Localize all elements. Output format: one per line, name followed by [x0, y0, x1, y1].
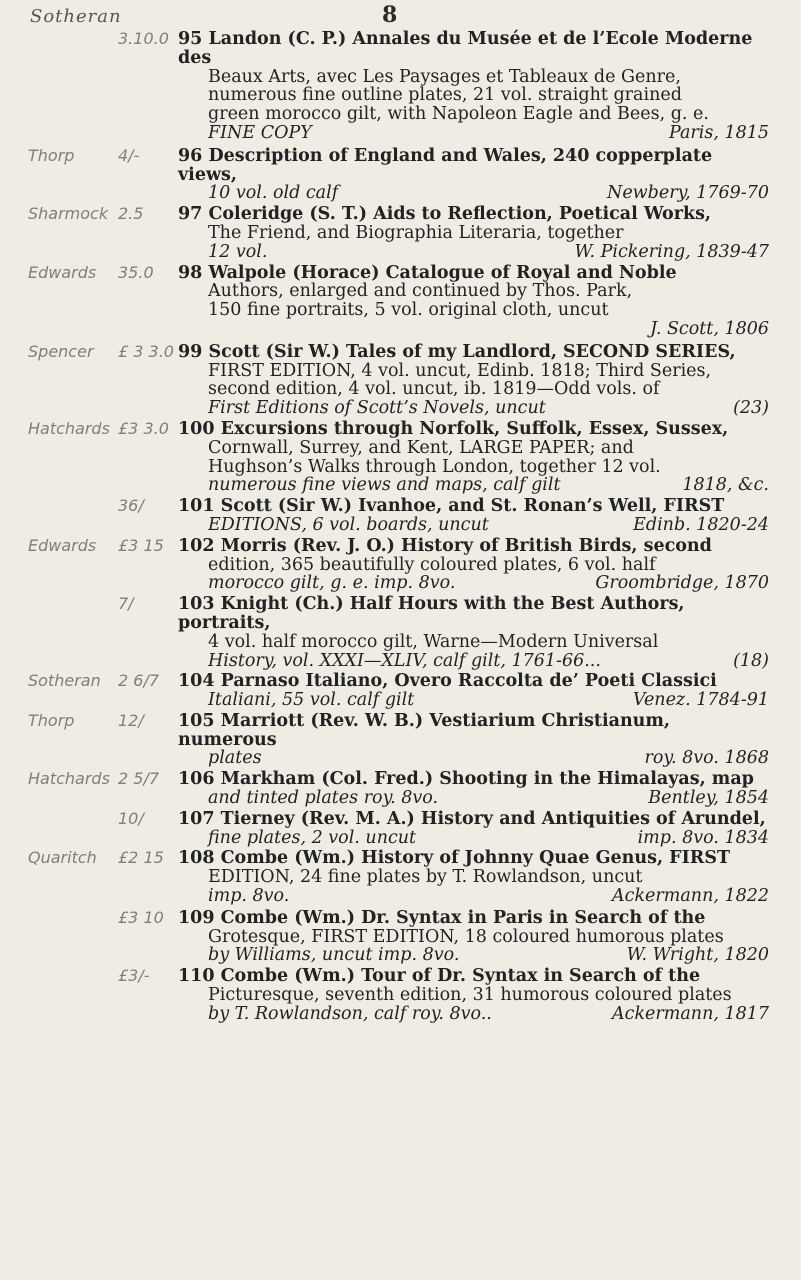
lot-imprint	[208, 946, 769, 965]
lot-description-line: 4 vol. half morocco gilt, Warne—Modern Universal	[208, 631, 659, 652]
lot-title-line	[178, 909, 769, 928]
imprint-format: by T. Rowlandson, calf roy. 8vo..	[208, 1003, 492, 1024]
imprint-publisher: Paris, 1815	[668, 122, 769, 143]
price-annotation: £ 3 3.0	[118, 341, 174, 361]
imprint-format: morocco gilt, g. e. imp. 8vo.	[208, 573, 456, 594]
lot-entry	[0, 147, 801, 203]
lot-number: 95	[178, 29, 209, 49]
imprint-publisher: (23)	[733, 398, 769, 419]
lot-number: 101	[178, 496, 221, 517]
imprint-publisher: W. Pickering, 1839-47	[574, 241, 769, 262]
imprint-format: imp. 8vo.	[208, 886, 290, 907]
price-annotation: 10/	[118, 808, 144, 828]
lot-description-line: Cornwall, Surrey, and Kent, LARGE PAPER; and	[208, 437, 634, 458]
lot-imprint	[208, 691, 769, 710]
imprint-format: History, vol. XXXI—XLIV, calf gilt, 1761-66...	[208, 650, 601, 671]
lot-description-line: 150 fine portraits, 5 vol. original cloth, uncut	[208, 300, 609, 321]
price-annotation: 12/	[118, 710, 144, 730]
lot-entry	[0, 205, 801, 261]
lot-imprint	[208, 124, 769, 143]
lot-number: 99	[178, 341, 209, 362]
lot-description-line: Beaux Arts, avec Les Paysages et Tableaux de Genre,	[208, 66, 681, 87]
price-annotation: £3 15	[118, 535, 164, 555]
lot-imprint	[208, 789, 769, 808]
lot-description: Excursions through Norfolk, Suffolk, Essex, Sussex,	[220, 418, 729, 439]
lot-description-line: The Friend, and Biographia Literaria, together	[208, 222, 624, 243]
buyer-annotation: Hatchards	[28, 418, 110, 438]
price-annotation: £3/-	[118, 966, 150, 986]
lot-imprint	[208, 749, 769, 768]
lot-description: Coleridge (S. T.) Aids to Reflection, Poetical Works,	[208, 204, 712, 225]
lot-description-line: numerous fine outline plates, 21 vol. straight grained	[208, 85, 682, 106]
buyer-annotation: Hatchards	[28, 769, 110, 789]
lot-imprint	[208, 829, 769, 848]
lot-entry	[0, 810, 801, 848]
lot-entry	[0, 967, 801, 1023]
lot-description: Knight (Ch.) Half Hours with the Best Authors, portraits,	[178, 594, 685, 633]
lot-description-line: Grotesque, FIRST EDITION, 18 coloured humorous plates	[208, 926, 724, 947]
imprint-publisher: imp. 8vo. 1834	[637, 827, 769, 848]
lot-description-line: Picturesque, seventh edition, 31 humorous coloured plates	[208, 985, 732, 1006]
lot-entry	[0, 909, 801, 965]
page-number: 8	[382, 2, 398, 28]
price-annotation: 2 6/7	[118, 671, 160, 691]
lot-number: 97	[178, 204, 209, 225]
lot-entry	[0, 537, 801, 593]
lot-description: Markham (Col. Fred.) Shooting in the Himalayas, map	[220, 769, 754, 790]
lot-number: 109	[178, 907, 221, 928]
lot-entry	[0, 420, 801, 495]
imprint-publisher: 1818, &c.	[682, 475, 769, 496]
buyer-annotation: Sharmock	[28, 204, 109, 224]
lot-number: 96	[178, 145, 209, 166]
lot-entry	[0, 672, 801, 710]
lot-title-line	[178, 537, 769, 556]
imprint-publisher: Groombridge, 1870	[595, 573, 769, 594]
lot-title-line	[178, 343, 769, 362]
lot-imprint	[208, 652, 769, 671]
price-annotation: 35.0	[118, 262, 154, 282]
imprint-publisher: J. Scott, 1806	[650, 318, 769, 339]
lot-title-line	[178, 147, 769, 185]
price-annotation: 4/-	[118, 145, 140, 165]
price-annotation: 2 5/7	[118, 769, 160, 789]
lot-title-line	[178, 672, 769, 691]
lot-number: 108	[178, 848, 221, 869]
imprint-format: plates	[208, 748, 262, 769]
imprint-publisher: W. Wright, 1820	[626, 945, 769, 966]
lot-description: Parnaso Italiano, Overo Raccolta de’ Poeti Classici	[220, 671, 717, 692]
buyer-annotation: Edwards	[28, 262, 97, 282]
lot-number: 102	[178, 535, 221, 556]
lot-description-line: green morocco gilt, with Napoleon Eagle and Bees, g. e.	[208, 104, 709, 125]
lot-title-line	[178, 264, 769, 283]
buyer-annotation: Spencer	[28, 341, 94, 361]
lot-title-line	[178, 770, 769, 789]
imprint-format: numerous fine views and maps, calf gilt	[208, 475, 561, 496]
lot-description: Combe (Wm.) History of Johnny Quae Genus, FIRST	[220, 848, 730, 869]
imprint-format: by Williams, uncut imp. 8vo.	[208, 945, 460, 966]
price-annotation: 36/	[118, 496, 144, 516]
lot-imprint	[208, 320, 769, 339]
imprint-format: 12 vol.	[208, 241, 268, 262]
imprint-format: EDITIONS, 6 vol. boards, uncut	[208, 514, 489, 535]
imprint-publisher: Newbery, 1769-70	[607, 183, 769, 204]
lot-number: 110	[178, 966, 221, 987]
lot-description: Walpole (Horace) Catalogue of Royal and Noble	[208, 262, 677, 283]
lot-imprint	[208, 574, 769, 593]
lot-entry	[0, 343, 801, 418]
lot-number: 105	[178, 710, 221, 731]
lot-title-line	[178, 810, 769, 829]
lot-description: Combe (Wm.) Dr. Syntax in Paris in Search of the	[220, 907, 706, 928]
lot-description: Morris (Rev. J. O.) History of British Birds, second	[220, 535, 712, 556]
lot-imprint	[208, 887, 769, 906]
lot-number: 104	[178, 671, 221, 692]
lot-entry	[0, 595, 801, 670]
lot-description: Landon (C. P.) Annales du Musée et de l’Ecole Moderne des	[178, 29, 753, 68]
lot-title-line	[178, 595, 769, 633]
lot-number: 103	[178, 594, 221, 615]
lot-description: Combe (Wm.) Tour of Dr. Syntax in Search of the	[220, 966, 701, 987]
imprint-format: FINE COPY	[208, 122, 312, 143]
lot-imprint	[208, 1005, 769, 1024]
lot-description-line: Hughson’s Walks through London, together 12 vol.	[208, 456, 661, 477]
imprint-publisher: Ackermann, 1817	[612, 1003, 769, 1024]
imprint-format: First Editions of Scott’s Novels, uncut	[208, 398, 546, 419]
lot-title-line	[178, 967, 769, 986]
buyer-annotation: Thorp	[28, 145, 75, 165]
imprint-format: Italiani, 55 vol. calf gilt	[208, 690, 415, 711]
price-annotation: £3 3.0	[118, 418, 169, 438]
buyer-annotation: Sotheran	[28, 671, 101, 691]
lot-list	[0, 28, 801, 1024]
imprint-format: fine plates, 2 vol. uncut	[208, 827, 417, 848]
price-annotation: 2.5	[118, 204, 144, 224]
lot-title-line	[178, 712, 769, 750]
buyer-annotation: Quaritch	[28, 848, 97, 868]
buyer-annotation: Edwards	[28, 535, 97, 555]
imprint-publisher: Venez. 1784-91	[632, 690, 769, 711]
lot-imprint	[208, 399, 769, 418]
lot-description: Scott (Sir W.) Ivanhoe, and St. Ronan’s Well, FIRST	[220, 496, 725, 517]
lot-title-line	[178, 849, 769, 868]
price-annotation: 7/	[118, 594, 134, 614]
lot-imprint	[208, 243, 769, 262]
lot-title-line	[178, 30, 769, 68]
lot-entry	[0, 264, 801, 339]
imprint-publisher: Bentley, 1854	[648, 788, 769, 809]
lot-description: Scott (Sir W.) Tales of my Landlord, SECOND SERIES,	[208, 341, 736, 362]
price-annotation: 3.10.0	[118, 29, 169, 48]
lot-entry	[0, 849, 801, 905]
lot-number: 100	[178, 418, 221, 439]
lot-title-line	[178, 497, 769, 516]
imprint-format: and tinted plates roy. 8vo.	[208, 788, 439, 809]
lot-imprint	[208, 516, 769, 535]
imprint-format: 10 vol. old calf	[208, 183, 339, 204]
price-annotation: £2 15	[118, 848, 164, 868]
imprint-publisher: Edinb. 1820-24	[633, 514, 769, 535]
handwritten-heading: Sotheran	[30, 6, 122, 27]
imprint-publisher: (18)	[733, 650, 769, 671]
lot-description-line: Authors, enlarged and continued by Thos. Park,	[208, 281, 633, 302]
imprint-publisher: Ackermann, 1822	[612, 886, 769, 907]
lot-description: Tierney (Rev. M. A.) History and Antiquities of Arundel,	[220, 808, 766, 829]
lot-description-line: EDITION, 24 fine plates by T. Rowlandson, uncut	[208, 867, 643, 888]
lot-title-line	[178, 420, 769, 439]
lot-imprint	[208, 476, 769, 495]
lot-entry	[0, 712, 801, 768]
lot-imprint	[208, 184, 769, 203]
lot-description-line: second edition, 4 vol. uncut, ib. 1819—Odd vols. of	[208, 379, 660, 400]
lot-number: 106	[178, 769, 221, 790]
lot-number: 107	[178, 808, 221, 829]
lot-description: Description of England and Wales, 240 copperplate views,	[178, 145, 713, 185]
lot-entry	[0, 497, 801, 535]
buyer-annotation: Thorp	[28, 710, 75, 730]
lot-entry	[0, 770, 801, 808]
lot-description-line: FIRST EDITION, 4 vol. uncut, Edinb. 1818; Third Series,	[208, 360, 712, 381]
lot-description-line: edition, 365 beautifully coloured plates, 6 vol. half	[208, 554, 656, 575]
imprint-publisher: roy. 8vo. 1868	[644, 748, 769, 769]
lot-description: Marriott (Rev. W. B.) Vestiarium Christianum, numerous	[178, 710, 671, 750]
lot-title-line	[178, 205, 769, 224]
price-annotation: £3 10	[118, 907, 164, 927]
lot-number: 98	[178, 262, 209, 283]
lot-entry	[0, 30, 801, 143]
